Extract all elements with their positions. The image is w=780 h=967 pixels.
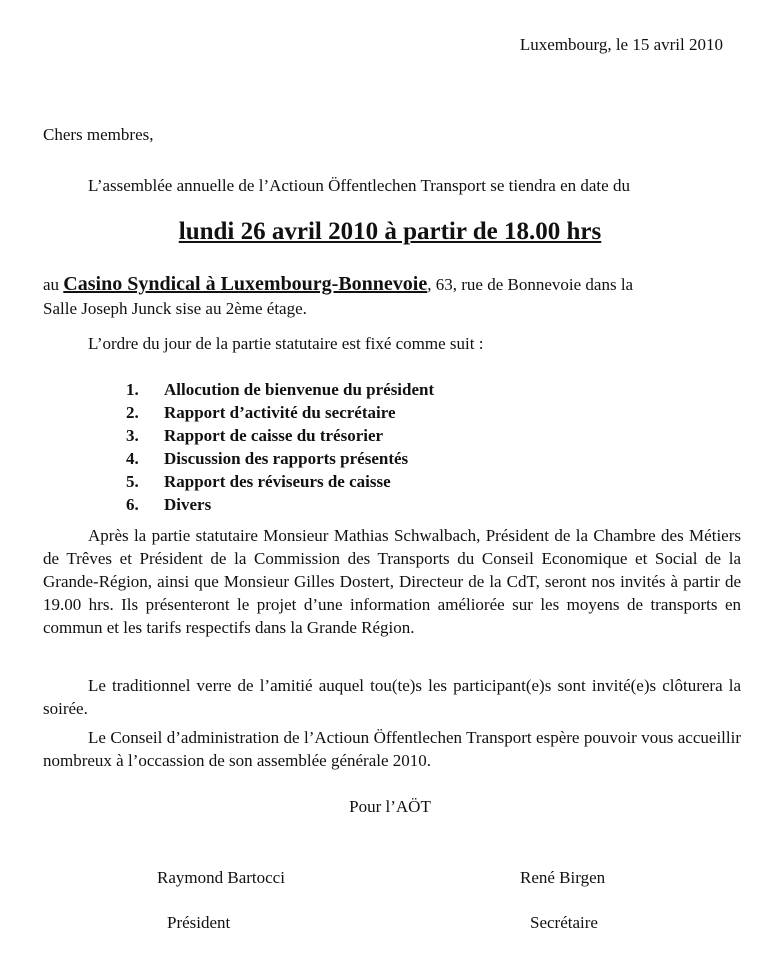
agenda-item <box>126 470 434 493</box>
salutation: Chers membres, <box>43 125 154 144</box>
signatory-role-secretary: Secrétaire <box>530 913 598 932</box>
agenda-item <box>126 424 434 447</box>
agenda-list <box>126 378 434 516</box>
agenda-number: 3. <box>126 426 139 445</box>
venue-line-2: Salle Joseph Junck sise au 2ème étage. <box>43 299 307 318</box>
letter-date: Luxembourg, le 15 avril 2010 <box>519 35 723 54</box>
drink-paragraph-text: Le traditionnel verre de l’amitié auquel tou(te)s les participant(e)s sont invité(e)s clôturera la soirée. <box>43 676 741 718</box>
agenda-intro: L’ordre du jour de la partie statutaire est fixé comme suit : <box>88 334 484 353</box>
intro-paragraph: L’assemblée annuelle de l’Actioun Öffentlechen Transport se tiendra en date du <box>88 176 630 195</box>
venue-prefix: au <box>43 275 60 294</box>
agenda-text: Discussion des rapports présentés <box>164 449 409 468</box>
agenda-number: 1. <box>126 380 139 399</box>
agenda-number: 6. <box>126 495 139 514</box>
agenda-text: Rapport de caisse du trésorier <box>164 426 384 445</box>
agenda-item <box>126 447 434 470</box>
pour-aot: Pour l’AÖT <box>349 797 431 816</box>
signatory-role-president: Président <box>167 913 231 932</box>
venue-place: Casino Syndical à Luxembourg-Bonnevoie <box>63 273 428 295</box>
venue-suffix: , 63, rue de Bonnevoie dans la <box>427 275 634 294</box>
agenda-text: Rapport des réviseurs de caisse <box>164 472 391 491</box>
closing-paragraph <box>43 726 741 772</box>
agenda-number: 5. <box>126 472 139 491</box>
agenda-number: 2. <box>126 403 139 422</box>
venue-line <box>43 273 743 296</box>
agenda-text: Allocution de bienvenue du président <box>164 380 435 399</box>
guests-paragraph-text: Après la partie statutaire Monsieur Mathias Schwalbach, Président de la Chambre des Métiers de Trêves et Président de la Commission des Transports du Conseil Economique et Social de la Grande-Région, ainsi que Monsieur Gilles Dostert, Directeur de la CdT, seront nos invités à partir de 19.00 hrs. Ils présenteront le projet d’une information améliorée sur les moyens de transports en commun et les tarifs respectifs dans la Grande Région. <box>43 526 741 637</box>
agenda-text: Divers <box>164 495 212 514</box>
meeting-date-headline: lundi 26 avril 2010 à partir de 18.00 hrs <box>178 218 602 245</box>
signatory-name-secretary: René Birgen <box>520 868 606 887</box>
agenda-item <box>126 401 434 424</box>
closing-paragraph-text: Le Conseil d’administration de l’Actioun Öffentlechen Transport espère pouvoir vous accueillir nombreux à l’occassion de son assemblée générale 2010. <box>43 728 741 770</box>
signatory-name-president: Raymond Bartocci <box>157 868 285 887</box>
guests-paragraph <box>43 524 741 639</box>
agenda-item <box>126 493 434 516</box>
agenda-text: Rapport d’activité du secrétaire <box>164 403 396 422</box>
agenda-item <box>126 378 434 401</box>
drink-paragraph <box>43 674 741 720</box>
agenda-number: 4. <box>126 449 139 468</box>
